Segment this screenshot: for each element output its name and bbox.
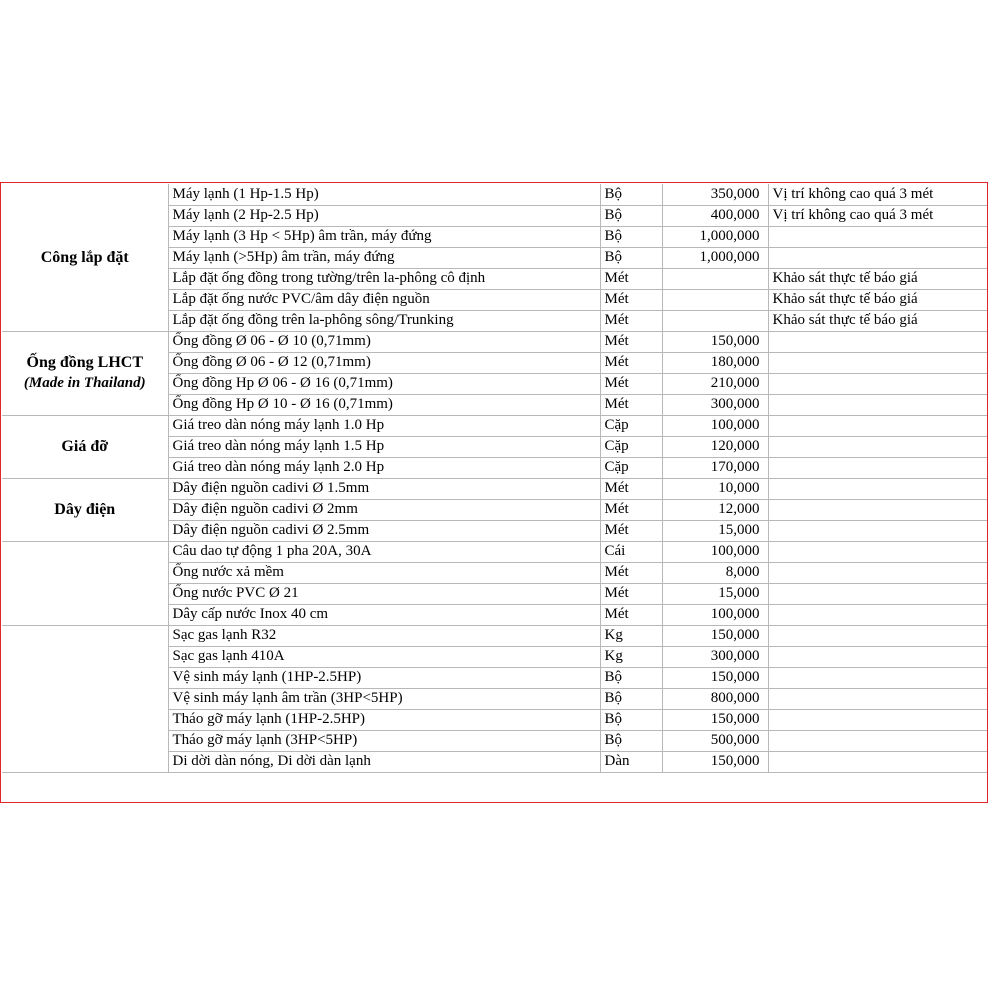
price-cell: 800,000 xyxy=(662,688,768,709)
item-name-cell: Dây điện nguồn cadivi Ø 2mm xyxy=(168,499,600,520)
unit-cell: Mét xyxy=(600,478,662,499)
item-name-cell: Dây điện nguồn cadivi Ø 1.5mm xyxy=(168,478,600,499)
item-name-cell: Tháo gỡ máy lạnh (3HP<5HP) xyxy=(168,730,600,751)
note-cell xyxy=(768,709,988,730)
note-cell xyxy=(768,583,988,604)
item-name-cell: Giá treo dàn nóng máy lạnh 2.0 Hp xyxy=(168,457,600,478)
category-cell xyxy=(2,478,168,541)
unit-cell: Mét xyxy=(600,520,662,541)
item-name-cell: Ống đồng Hp Ø 10 - Ø 16 (0,71mm) xyxy=(168,394,600,415)
unit-cell: Bộ xyxy=(600,226,662,247)
unit-cell: Mét xyxy=(600,268,662,289)
unit-cell: Bộ xyxy=(600,247,662,268)
price-cell: 1,000,000 xyxy=(662,247,768,268)
price-cell: 100,000 xyxy=(662,541,768,562)
price-cell: 8,000 xyxy=(662,562,768,583)
item-name-cell: Dây cấp nước Inox 40 cm xyxy=(168,604,600,625)
price-cell: 150,000 xyxy=(662,331,768,352)
table-row xyxy=(2,541,988,562)
category-title: Dây điện xyxy=(54,501,116,518)
table-row xyxy=(2,625,988,646)
note-cell: Khảo sát thực tế báo giá xyxy=(768,268,988,289)
note-cell xyxy=(768,436,988,457)
item-name-cell: Ống nước xả mềm xyxy=(168,562,600,583)
unit-cell: Mét xyxy=(600,394,662,415)
unit-cell: Bộ xyxy=(600,667,662,688)
price-cell: 150,000 xyxy=(662,625,768,646)
price-table xyxy=(2,184,988,773)
price-cell xyxy=(662,289,768,310)
item-name-cell: Máy lạnh (3 Hp < 5Hp) âm trần, máy đứng xyxy=(168,226,600,247)
item-name-cell: Ống nước PVC Ø 21 xyxy=(168,583,600,604)
price-cell: 10,000 xyxy=(662,478,768,499)
item-name-cell: Vệ sinh máy lạnh (1HP-2.5HP) xyxy=(168,667,600,688)
unit-cell: Mét xyxy=(600,310,662,331)
price-cell: 12,000 xyxy=(662,499,768,520)
category-cell xyxy=(2,625,168,772)
note-cell xyxy=(768,373,988,394)
note-cell xyxy=(768,646,988,667)
table-row xyxy=(2,331,988,352)
item-name-cell: Lắp đặt ống đồng trong tường/trên la-phông cô định xyxy=(168,268,600,289)
note-cell xyxy=(768,562,988,583)
price-cell: 150,000 xyxy=(662,751,768,772)
unit-cell: Mét xyxy=(600,499,662,520)
price-cell: 150,000 xyxy=(662,709,768,730)
price-cell: 15,000 xyxy=(662,583,768,604)
table-row xyxy=(2,478,988,499)
price-cell: 210,000 xyxy=(662,373,768,394)
unit-cell: Bộ xyxy=(600,184,662,205)
note-cell xyxy=(768,352,988,373)
category-cell xyxy=(2,541,168,625)
item-name-cell: Máy lạnh (2 Hp-2.5 Hp) xyxy=(168,205,600,226)
note-cell xyxy=(768,457,988,478)
category-title: Ống đồng LHCT xyxy=(26,354,143,371)
note-cell xyxy=(768,331,988,352)
price-cell: 500,000 xyxy=(662,730,768,751)
unit-cell: Bộ xyxy=(600,688,662,709)
item-name-cell: Tháo gỡ máy lạnh (1HP-2.5HP) xyxy=(168,709,600,730)
price-cell: 15,000 xyxy=(662,520,768,541)
unit-cell: Mét xyxy=(600,562,662,583)
category-cell xyxy=(2,184,168,331)
table-row xyxy=(2,184,988,205)
item-name-cell: Lắp đặt ống đồng trên la-phông sông/Trunking xyxy=(168,310,600,331)
note-cell xyxy=(768,226,988,247)
note-cell xyxy=(768,247,988,268)
note-cell xyxy=(768,751,988,772)
unit-cell: Kg xyxy=(600,646,662,667)
price-cell: 100,000 xyxy=(662,604,768,625)
note-cell: Vị trí không cao quá 3 mét xyxy=(768,184,988,205)
category-title: Giá đỡ xyxy=(61,438,109,455)
price-cell: 400,000 xyxy=(662,205,768,226)
unit-cell: Mét xyxy=(600,352,662,373)
unit-cell: Bộ xyxy=(600,205,662,226)
price-cell: 100,000 xyxy=(662,415,768,436)
note-cell xyxy=(768,688,988,709)
unit-cell: Mét xyxy=(600,373,662,394)
note-cell xyxy=(768,541,988,562)
item-name-cell: Máy lạnh (>5Hp) âm trần, máy đứng xyxy=(168,247,600,268)
item-name-cell: Ống đồng Hp Ø 06 - Ø 16 (0,71mm) xyxy=(168,373,600,394)
item-name-cell: Giá treo dàn nóng máy lạnh 1.5 Hp xyxy=(168,436,600,457)
table-row xyxy=(2,415,988,436)
price-cell: 170,000 xyxy=(662,457,768,478)
note-cell xyxy=(768,604,988,625)
item-name-cell: Ống đồng Ø 06 - Ø 12 (0,71mm) xyxy=(168,352,600,373)
unit-cell: Mét xyxy=(600,583,662,604)
item-name-cell: Di dời dàn nóng, Di dời dàn lạnh xyxy=(168,751,600,772)
item-name-cell: Câu dao tự động 1 pha 20A, 30A xyxy=(168,541,600,562)
item-name-cell: Máy lạnh (1 Hp-1.5 Hp) xyxy=(168,184,600,205)
note-cell xyxy=(768,625,988,646)
note-cell: Vị trí không cao quá 3 mét xyxy=(768,205,988,226)
note-cell xyxy=(768,730,988,751)
item-name-cell: Sạc gas lạnh 410A xyxy=(168,646,600,667)
unit-cell: Mét xyxy=(600,604,662,625)
item-name-cell: Giá treo dàn nóng máy lạnh 1.0 Hp xyxy=(168,415,600,436)
price-table-frame xyxy=(0,182,988,803)
note-cell: Khảo sát thực tế báo giá xyxy=(768,310,988,331)
unit-cell: Cặp xyxy=(600,415,662,436)
price-cell: 300,000 xyxy=(662,394,768,415)
unit-cell: Bộ xyxy=(600,709,662,730)
price-cell: 180,000 xyxy=(662,352,768,373)
note-cell xyxy=(768,667,988,688)
item-name-cell: Sạc gas lạnh R32 xyxy=(168,625,600,646)
unit-cell: Cặp xyxy=(600,457,662,478)
unit-cell: Bộ xyxy=(600,730,662,751)
price-cell xyxy=(662,310,768,331)
item-name-cell: Dây điện nguồn cadivi Ø 2.5mm xyxy=(168,520,600,541)
unit-cell: Mét xyxy=(600,289,662,310)
note-cell xyxy=(768,520,988,541)
note-cell xyxy=(768,394,988,415)
category-title: Công lắp đặt xyxy=(40,248,129,266)
unit-cell: Cái xyxy=(600,541,662,562)
note-cell xyxy=(768,478,988,499)
unit-cell: Cặp xyxy=(600,436,662,457)
item-name-cell: Lắp đặt ống nước PVC/âm dây điện nguồn xyxy=(168,289,600,310)
unit-cell: Mét xyxy=(600,331,662,352)
category-cell xyxy=(2,415,168,478)
unit-cell: Kg xyxy=(600,625,662,646)
price-cell: 1,000,000 xyxy=(662,226,768,247)
price-cell: 350,000 xyxy=(662,184,768,205)
price-cell xyxy=(662,268,768,289)
price-cell: 120,000 xyxy=(662,436,768,457)
category-subtitle: (Made in Thailand) xyxy=(23,375,146,391)
unit-cell: Dàn xyxy=(600,751,662,772)
note-cell xyxy=(768,499,988,520)
price-cell: 150,000 xyxy=(662,667,768,688)
price-table-body xyxy=(2,184,988,772)
item-name-cell: Ống đồng Ø 06 - Ø 10 (0,71mm) xyxy=(168,331,600,352)
price-cell: 300,000 xyxy=(662,646,768,667)
note-cell xyxy=(768,415,988,436)
note-cell: Khảo sát thực tế báo giá xyxy=(768,289,988,310)
item-name-cell: Vệ sinh máy lạnh âm trần (3HP<5HP) xyxy=(168,688,600,709)
category-cell xyxy=(2,331,168,415)
